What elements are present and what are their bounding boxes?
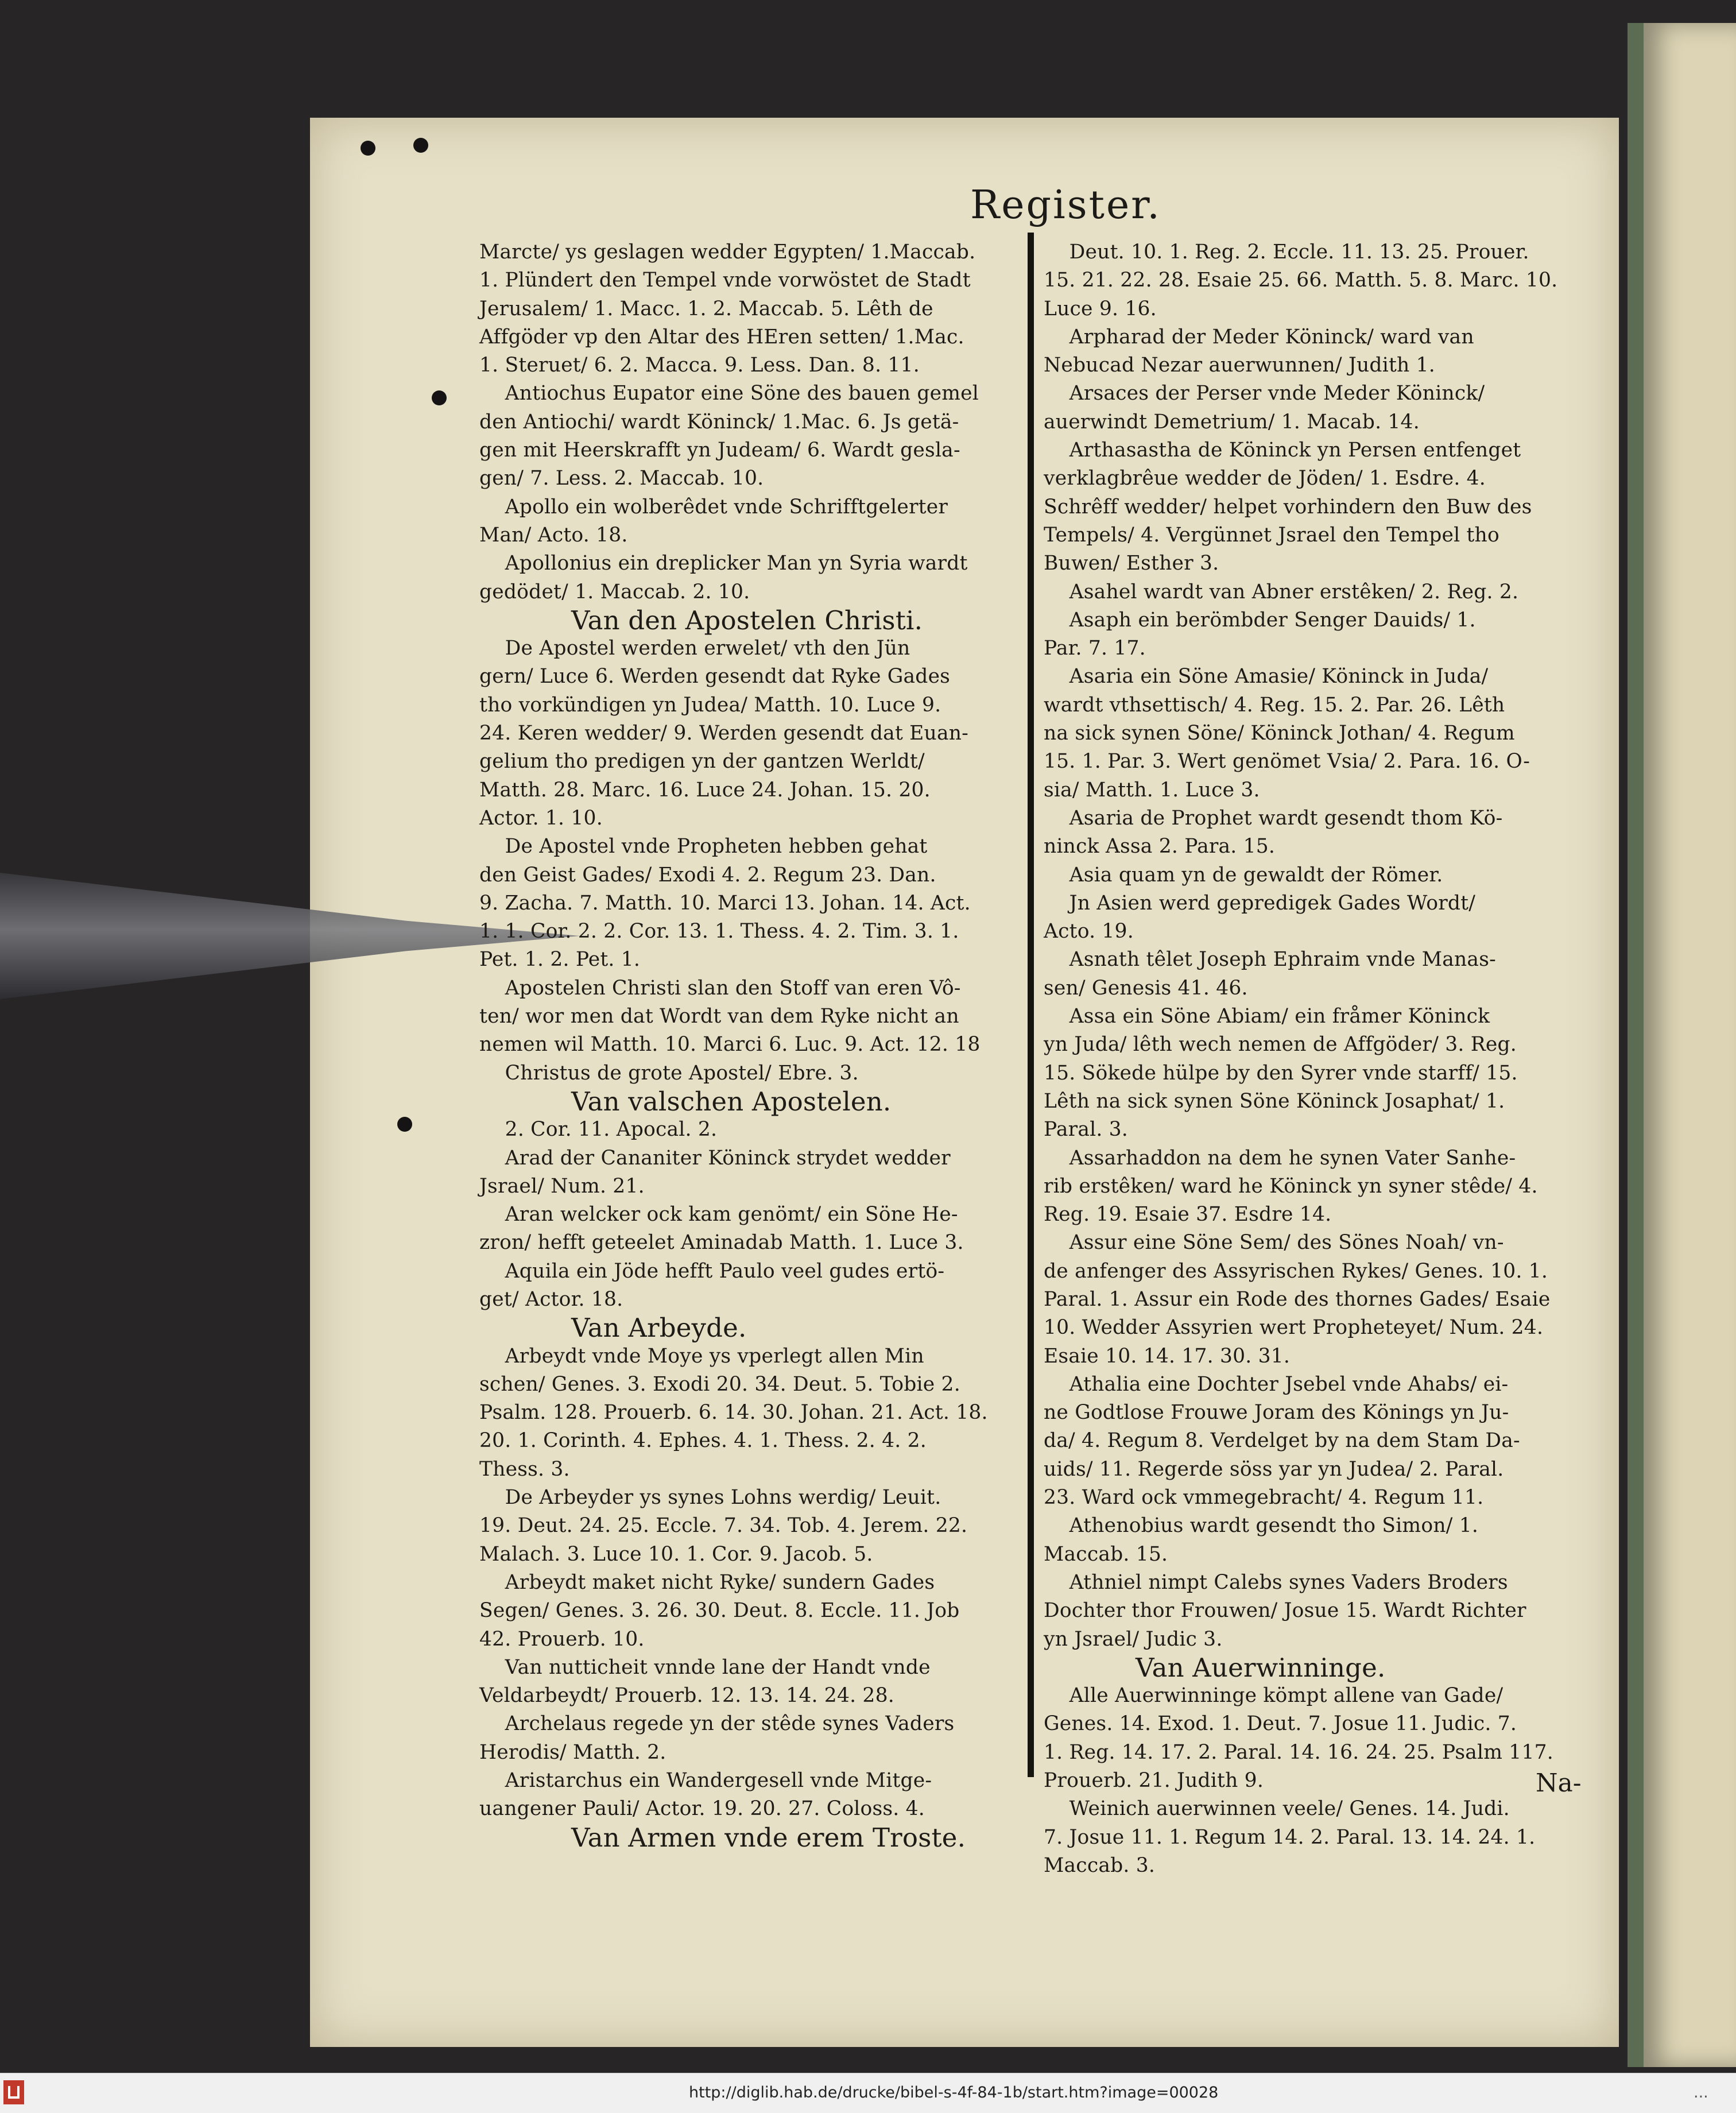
index-line: get/ Actor. 18.	[479, 1287, 623, 1311]
index-line: Athalia eine Dochter Jsebel vnde Ahabs/ ei-	[1044, 1372, 1509, 1396]
section-heading: Van den Apostelen Christi.	[571, 605, 923, 636]
status-bar	[0, 2073, 1736, 2113]
index-line: auerwindt Demetrium/ 1. Macab. 14.	[1044, 410, 1420, 434]
index-line: Actor. 1. 10.	[479, 806, 603, 830]
index-line: Tempels/ 4. Vergünnet Jsrael den Tempel tho	[1044, 523, 1499, 547]
index-line: Malach. 3. Luce 10. 1. Cor. 9. Jacob. 5.	[479, 1542, 873, 1566]
index-line: 10. Wedder Assyrien wert Propheteyet/ Num. 24.	[1044, 1316, 1544, 1340]
right-text-column	[1044, 238, 1595, 1880]
binding-hole	[413, 138, 428, 153]
index-line: ninck Assa 2. Para. 15.	[1044, 835, 1276, 858]
index-line: 15. Sökede hülpe by den Syrer vnde starff/ 15.	[1044, 1061, 1518, 1085]
section-heading: Van Arbeyde.	[571, 1313, 747, 1344]
index-line: Buwen/ Esther 3.	[1044, 552, 1219, 575]
index-line: Apostelen Christi slan den Stoff van eren Vô-	[479, 976, 961, 1000]
index-line: Par. 7. 17.	[1044, 637, 1146, 660]
index-line: gern/ Luce 6. Werden gesendt dat Ryke Gades	[479, 665, 951, 688]
column-rule	[1028, 233, 1034, 1777]
index-line: Marcte/ ys geslagen wedder Egypten/ 1.Maccab.	[479, 241, 976, 264]
index-line: 15. 1. Par. 3. Wert genömet Vsia/ 2. Para. 16. O-	[1044, 750, 1530, 773]
index-line: De Apostel vnde Propheten hebben gehat	[479, 835, 928, 858]
index-line: Luce 9. 16.	[1044, 297, 1157, 320]
index-line: Asia quam yn de gewaldt der Römer.	[1044, 863, 1443, 887]
facing-page	[1642, 23, 1736, 2067]
index-line: zron/ hefft geteelet Aminadab Matth. 1. Luce 3.	[479, 1231, 964, 1255]
library-logo-icon[interactable]	[3, 2080, 24, 2104]
index-line: Apollo ein wolberêdet vnde Schrifftgelerter	[479, 495, 948, 518]
index-line: Paral. 1. Assur ein Rode des thornes Gades/ Esaie	[1044, 1287, 1551, 1311]
index-line: Nebucad Nezar auerwunnen/ Judith 1.	[1044, 354, 1435, 377]
index-line: sia/ Matth. 1. Luce 3.	[1044, 778, 1260, 802]
index-line: Deut. 10. 1. Reg. 2. Eccle. 11. 13. 25. Prouer.	[1044, 241, 1529, 264]
index-line: uids/ 11. Regerde söss yar yn Judea/ 2. Paral.	[1044, 1457, 1504, 1481]
index-line: 1. 1. Cor. 2. 2. Cor. 13. 1. Thess. 4. 2. Tim. 3. 1.	[479, 920, 959, 943]
index-line: 9. Zacha. 7. Matth. 10. Marci 13. Johan. 14. Act.	[479, 891, 971, 915]
index-line: Maccab. 3.	[1044, 1853, 1156, 1877]
index-line: sen/ Genesis 41. 46.	[1044, 976, 1248, 1000]
section-heading: Van Armen vnde erem Troste.	[571, 1822, 966, 1853]
binding-hole	[361, 141, 375, 156]
index-line: Prouerb. 21. Judith 9.	[1044, 1769, 1264, 1793]
index-line: da/ 4. Regum 8. Verdelget by na dem Stam Da-	[1044, 1429, 1520, 1453]
index-line: Maccab. 15.	[1044, 1542, 1168, 1566]
index-line: Reg. 19. Esaie 37. Esdre 14.	[1044, 1203, 1332, 1226]
index-line: De Apostel werden erwelet/ vth den Jün	[479, 637, 910, 660]
index-line: gedödet/ 1. Maccab. 2. 10.	[479, 580, 750, 603]
index-line: den Geist Gades/ Exodi 4. 2. Regum 23. Dan.	[479, 863, 936, 887]
index-line: Aquila ein Jöde hefft Paulo veel gudes ertö-	[479, 1259, 945, 1283]
index-line: Psalm. 128. Prouerb. 6. 14. 30. Johan. 21. Act. 18.	[479, 1401, 988, 1425]
index-line: Arbeydt vnde Moye ys vperlegt allen Min	[479, 1344, 924, 1368]
index-line: Asahel wardt van Abner erstêken/ 2. Reg. 2.	[1044, 580, 1519, 603]
index-line: Assur eine Söne Sem/ des Sönes Noah/ vn-	[1044, 1231, 1504, 1255]
index-line: 1. Steruet/ 6. 2. Macca. 9. Less. Dan. 8. 11.	[479, 354, 920, 377]
index-line: Esaie 10. 14. 17. 30. 31.	[1044, 1344, 1291, 1368]
index-line: yn Juda/ lêth wech nemen de Affgöder/ 3. Reg.	[1044, 1033, 1517, 1056]
index-line: gen/ 7. Less. 2. Maccab. 10.	[479, 467, 764, 490]
index-line: ten/ wor men dat Wordt van dem Ryke nicht an	[479, 1005, 959, 1028]
index-line: gelium tho predigen yn der gantzen Werldt/	[479, 750, 925, 773]
index-line: de anfenger des Assyrischen Rykes/ Genes. 10. 1.	[1044, 1259, 1548, 1283]
index-line: 19. Deut. 24. 25. Eccle. 7. 34. Tob. 4. Jerem. 22.	[479, 1514, 968, 1538]
index-line: Assarhaddon na dem he synen Vater Sanhe-	[1044, 1146, 1516, 1170]
index-line: 42. Prouerb. 10.	[479, 1627, 645, 1651]
index-line: 7. Josue 11. 1. Regum 14. 2. Paral. 13. 14. 24. 1.	[1044, 1825, 1536, 1849]
index-line: Alle Auerwinninge kömpt allene van Gade/	[1044, 1684, 1504, 1708]
section-heading: Van valschen Apostelen.	[571, 1086, 892, 1117]
index-line: Herodis/ Matth. 2.	[479, 1740, 666, 1764]
index-line: Arsaces der Perser vnde Meder Köninck/	[1044, 382, 1485, 405]
index-line: Aristarchus ein Wandergesell vnde Mitge-	[479, 1769, 932, 1793]
section-heading: Van Auerwinninge.	[1136, 1652, 1386, 1683]
index-line: rib erstêken/ ward he Köninck yn syner stêde/ 4.	[1044, 1174, 1538, 1198]
index-line: Segen/ Genes. 3. 26. 30. Deut. 8. Eccle. 11. Job	[479, 1599, 960, 1623]
index-line: nemen wil Matth. 10. Marci 6. Luc. 9. Act. 12. 18	[479, 1033, 981, 1056]
index-line: 2. Cor. 11. Apocal. 2.	[479, 1118, 718, 1141]
index-line: 1. Reg. 14. 17. 2. Paral. 14. 16. 24. 25. Psalm 117.	[1044, 1740, 1553, 1764]
index-line: Lêth na sick synen Söne Köninck Josaphat/ 1.	[1044, 1089, 1505, 1113]
index-line: Van nutticheit vnnde lane der Handt vnde	[479, 1655, 931, 1679]
index-line: Athenobius wardt gesendt tho Simon/ 1.	[1044, 1514, 1479, 1538]
index-line: Jn Asien werd gepredigek Gades Wordt/	[1044, 891, 1476, 915]
index-line: Weinich auerwinnen veele/ Genes. 14. Judi.	[1044, 1797, 1510, 1821]
index-line: wardt vthsettisch/ 4. Reg. 15. 2. Par. 26. Lêth	[1044, 693, 1505, 717]
index-line: tho vorkündigen yn Judea/ Matth. 10. Luce 9.	[479, 693, 941, 717]
index-line: gen mit Heerskrafft yn Judeam/ 6. Wardt gesla-	[479, 439, 960, 462]
index-line: Acto. 19.	[1044, 920, 1134, 943]
status-url[interactable]: http://diglib.hab.de/drucke/bibel-s-4f-84-1b/start.htm?image=00028	[689, 2084, 1219, 2102]
index-line: Veldarbeydt/ Prouerb. 12. 13. 14. 24. 28.	[479, 1684, 894, 1708]
index-line: 15. 21. 22. 28. Esaie 25. 66. Matth. 5. 8. Marc. 10.	[1044, 269, 1558, 292]
index-line: uangener Pauli/ Actor. 19. 20. 27. Coloss. 4.	[479, 1797, 925, 1821]
index-line: Matth. 28. Marc. 16. Luce 24. Johan. 15. 20.	[479, 778, 931, 802]
index-line: yn Jsrael/ Judic 3.	[1044, 1627, 1223, 1651]
index-line: Christus de grote Apostel/ Ebre. 3.	[479, 1061, 859, 1085]
index-line: na sick synen Söne/ Köninck Jothan/ 4. Regum	[1044, 722, 1515, 745]
index-line: 1. Plündert den Tempel vnde vorwöstet de Stadt	[479, 269, 971, 292]
catchword: Na-	[1536, 1768, 1582, 1798]
index-line: Asnath têlet Joseph Ephraim vnde Manas-	[1044, 948, 1496, 972]
page-edge	[1628, 23, 1644, 2067]
index-line: Man/ Acto. 18.	[479, 523, 628, 547]
index-line: Paral. 3.	[1044, 1118, 1128, 1141]
index-line: Assa ein Söne Abiam/ ein fråmer Köninck	[1044, 1005, 1490, 1028]
left-text-column	[479, 238, 1025, 1852]
index-line: Archelaus regede yn der stêde synes Vaders	[479, 1712, 955, 1736]
index-line: Aran welcker ock kam genömt/ ein Söne He-	[479, 1203, 958, 1226]
index-line: De Arbeyder ys synes Lohns werdig/ Leuit.	[479, 1486, 941, 1510]
index-line: Asaria de Prophet wardt gesendt thom Kö-	[1044, 806, 1503, 830]
running-head: Register.	[970, 183, 1161, 228]
index-line: Thess. 3.	[479, 1457, 570, 1481]
index-line: Apollonius ein dreplicker Man yn Syria wardt	[479, 552, 968, 575]
index-line: den Antiochi/ wardt Köninck/ 1.Mac. 6. Js getä-	[479, 410, 959, 434]
index-line: 20. 1. Corinth. 4. Ephes. 4. 1. Thess. 2. 4. 2.	[479, 1429, 927, 1453]
index-line: Jsrael/ Num. 21.	[479, 1174, 645, 1198]
index-line: Arpharad der Meder Köninck/ ward van	[1044, 325, 1474, 349]
index-line: Arbeydt maket nicht Ryke/ sundern Gades	[479, 1570, 935, 1594]
index-line: ne Godtlose Frouwe Joram des Könings yn Ju-	[1044, 1401, 1509, 1425]
binding-hole	[432, 390, 447, 405]
index-line: Arthasastha de Köninck yn Persen entfenget	[1044, 439, 1521, 462]
index-line: Schrêff wedder/ helpet vorhindern den Buw des	[1044, 495, 1532, 518]
index-line: 24. Keren wedder/ 9. Werden gesendt dat Euan-	[479, 722, 969, 745]
index-line: Jerusalem/ 1. Macc. 1. 2. Maccab. 5. Lêth de	[479, 297, 933, 320]
index-line: Antiochus Eupator eine Söne des bauen gemel	[479, 382, 979, 405]
index-line: Genes. 14. Exod. 1. Deut. 7. Josue 11. Judic. 7.	[1044, 1712, 1517, 1736]
index-line: Asaph ein berömbder Senger Dauids/ 1.	[1044, 608, 1476, 632]
status-more-icon[interactable]: ...	[1694, 2084, 1708, 2102]
index-line: schen/ Genes. 3. Exodi 20. 34. Deut. 5. Tobie 2.	[479, 1372, 960, 1396]
binding-hole	[397, 1117, 412, 1132]
index-line: Dochter thor Frouwen/ Josue 15. Wardt Richter	[1044, 1599, 1526, 1623]
index-line: Asaria ein Söne Amasie/ Köninck in Juda/	[1044, 665, 1489, 688]
index-line: verklagbrêue wedder de Jöden/ 1. Esdre. 4.	[1044, 467, 1486, 490]
index-line: Pet. 1. 2. Pet. 1.	[479, 948, 641, 972]
index-line: 23. Ward ock vmmegebracht/ 4. Regum 11.	[1044, 1486, 1484, 1510]
index-line: Affgöder vp den Altar des HEren setten/ 1.Mac.	[479, 325, 964, 349]
index-line: Arad der Cananiter Köninck strydet wedder	[479, 1146, 951, 1170]
index-line: Athniel nimpt Calebs synes Vaders Broders	[1044, 1570, 1508, 1594]
